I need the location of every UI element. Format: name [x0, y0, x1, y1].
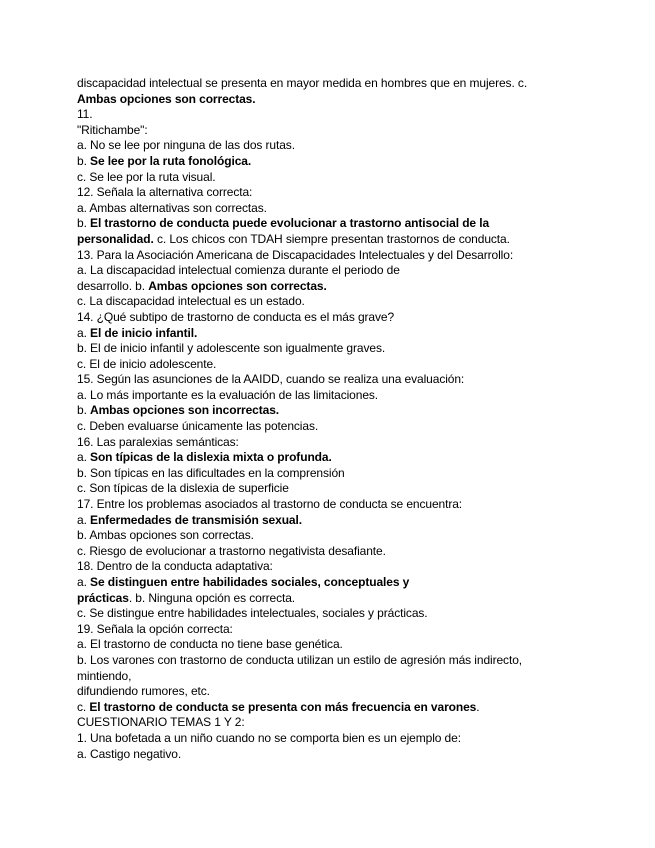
- text-line: [77, 528, 637, 544]
- text-line: [77, 92, 637, 108]
- text-line: [77, 653, 637, 669]
- text-line: [77, 388, 637, 404]
- text-line: [77, 497, 637, 513]
- text-line: [77, 372, 637, 388]
- body-text: b. Los varones con trastorno de conducta utilizan un estilo de agresión más indirecto,: [77, 652, 522, 667]
- text-line: [77, 403, 637, 419]
- answer-highlight-text: Se lee por la ruta fonológica.: [90, 153, 252, 168]
- text-line: [77, 154, 637, 170]
- body-text: c. Son típicas de la dislexia de superficie: [77, 481, 289, 496]
- text-line: [77, 747, 637, 763]
- body-text: 15. Según las asunciones de la AAIDD, cuando se realiza una evaluación:: [77, 372, 465, 387]
- body-text: b.: [77, 403, 91, 418]
- answer-highlight-text: Son típicas de la dislexia mixta o profunda.: [90, 450, 332, 465]
- body-text: b.: [77, 153, 91, 168]
- text-line: [77, 170, 637, 186]
- text-line: [77, 684, 637, 700]
- text-line: [77, 731, 637, 747]
- body-text: c. Riesgo de evolucionar a trastorno negativista desafiante.: [77, 543, 386, 558]
- text-line: [77, 669, 637, 685]
- text-line: [77, 310, 637, 326]
- text-line: [77, 294, 637, 310]
- text-line: [77, 715, 637, 731]
- body-text: desarrollo. b.: [77, 278, 149, 293]
- answer-highlight-text: Enfermedades de transmisión sexual.: [90, 512, 302, 527]
- body-text: mintiendo,: [77, 668, 132, 683]
- text-line: [77, 357, 637, 373]
- text-line: [77, 185, 637, 201]
- body-text: a. Ambas alternativas son correctas.: [77, 200, 267, 215]
- answer-highlight-text: Ambas opciones son correctas.: [77, 91, 256, 106]
- body-text: a. Castigo negativo.: [77, 746, 182, 761]
- body-text: a. No se lee por ninguna de las dos rutas.: [77, 138, 295, 153]
- text-line: [77, 435, 637, 451]
- text-line: [77, 216, 637, 232]
- body-text: b. Son típicas en las dificultades en la comprensión: [77, 465, 345, 480]
- text-line: [77, 606, 637, 622]
- answer-highlight-text: Se distinguen entre habilidades sociales, conceptuales y: [90, 575, 410, 589]
- text-line: [77, 559, 637, 575]
- body-text: 17. Entre los problemas asociados al trastorno de conducta se encuentra:: [77, 497, 463, 512]
- text-line: [77, 481, 637, 497]
- answer-highlight-text: Ambas opciones son correctas.: [148, 278, 327, 293]
- body-text: difundiendo rumores, etc.: [77, 684, 210, 699]
- document-text-body: [77, 76, 637, 762]
- body-text: b. El de inicio infantil y adolescente son igualmente graves.: [77, 341, 386, 356]
- body-text: c. Se lee por la ruta visual.: [77, 169, 216, 184]
- text-line: [77, 700, 637, 716]
- body-text: 14. ¿Qué subtipo de trastorno de conducta es el más grave?: [77, 309, 395, 324]
- text-line: [77, 201, 637, 217]
- body-text: 13. Para la Asociación Americana de Discapacidades Intelectuales y del Desarrollo:: [77, 247, 514, 262]
- body-text: "Ritichambe":: [77, 122, 148, 137]
- text-line: [77, 107, 637, 123]
- body-text: a. La discapacidad intelectual comienza durante el periodo de: [77, 263, 400, 278]
- text-line: [77, 450, 637, 466]
- text-line: [77, 637, 637, 653]
- text-line: [77, 76, 637, 92]
- body-text: a.: [77, 450, 91, 465]
- text-line: [77, 341, 637, 357]
- answer-highlight-text: prácticas: [77, 590, 129, 605]
- body-text: a. Lo más importante es la evaluación de las limitaciones.: [77, 387, 379, 402]
- body-text: 19. Señala la opción correcta:: [77, 621, 233, 636]
- text-line: [77, 419, 637, 435]
- text-line: [77, 544, 637, 560]
- body-text: c. Deben evaluarse únicamente las potencias.: [77, 419, 319, 434]
- body-text: c. Los chicos con TDAH siempre presentan trastornos de conducta.: [153, 231, 510, 246]
- answer-highlight-text: Ambas opciones son incorrectas.: [90, 403, 280, 418]
- body-text: c. La discapacidad intelectual es un estado.: [77, 294, 305, 309]
- text-line: [77, 279, 637, 295]
- body-text: 16. Las paralexias semánticas:: [77, 434, 239, 449]
- text-line: [77, 591, 637, 607]
- body-text: c.: [77, 699, 90, 714]
- text-line: [77, 622, 637, 638]
- text-line: [77, 138, 637, 154]
- body-text: c. El de inicio adolescente.: [77, 356, 217, 371]
- text-line: [77, 575, 637, 591]
- text-line: [77, 263, 637, 279]
- answer-highlight-text: El trastorno de conducta se presenta con más frecuencia en varones: [89, 699, 477, 714]
- body-text: b.: [77, 216, 91, 231]
- body-text: 1. Una bofetada a un niño cuando no se comporta bien es un ejemplo de:: [77, 730, 461, 745]
- body-text: a.: [77, 512, 91, 527]
- text-line: [77, 326, 637, 342]
- body-text: c. Se distingue entre habilidades intelectuales, sociales y prácticas.: [77, 606, 428, 621]
- text-line: [77, 248, 637, 264]
- body-text: 12. Señala la alternativa correcta:: [77, 185, 253, 200]
- body-text: .: [476, 699, 480, 714]
- body-text: a.: [77, 575, 91, 589]
- text-line: [77, 123, 637, 139]
- body-text: 18. Dentro de la conducta adaptativa:: [77, 559, 273, 574]
- text-line: [77, 232, 637, 248]
- body-text: discapacidad intelectual se presenta en mayor medida en hombres que en mujeres. c.: [77, 76, 528, 90]
- body-text: CUESTIONARIO TEMAS 1 Y 2:: [77, 715, 245, 730]
- body-text: . b. Ninguna opción es correcta.: [128, 590, 296, 605]
- body-text: b. Ambas opciones son correctas.: [77, 528, 254, 543]
- text-line: [77, 466, 637, 482]
- body-text: a.: [77, 325, 91, 340]
- body-text: a. El trastorno de conducta no tiene base genética.: [77, 637, 343, 652]
- answer-highlight-text: personalidad.: [77, 231, 154, 246]
- answer-highlight-text: El trastorno de conducta puede evolucionar a trastorno antisocial de la: [90, 216, 490, 231]
- answer-highlight-text: El de inicio infantil.: [90, 325, 198, 340]
- body-text: 11.: [77, 107, 93, 122]
- text-line: [77, 513, 637, 529]
